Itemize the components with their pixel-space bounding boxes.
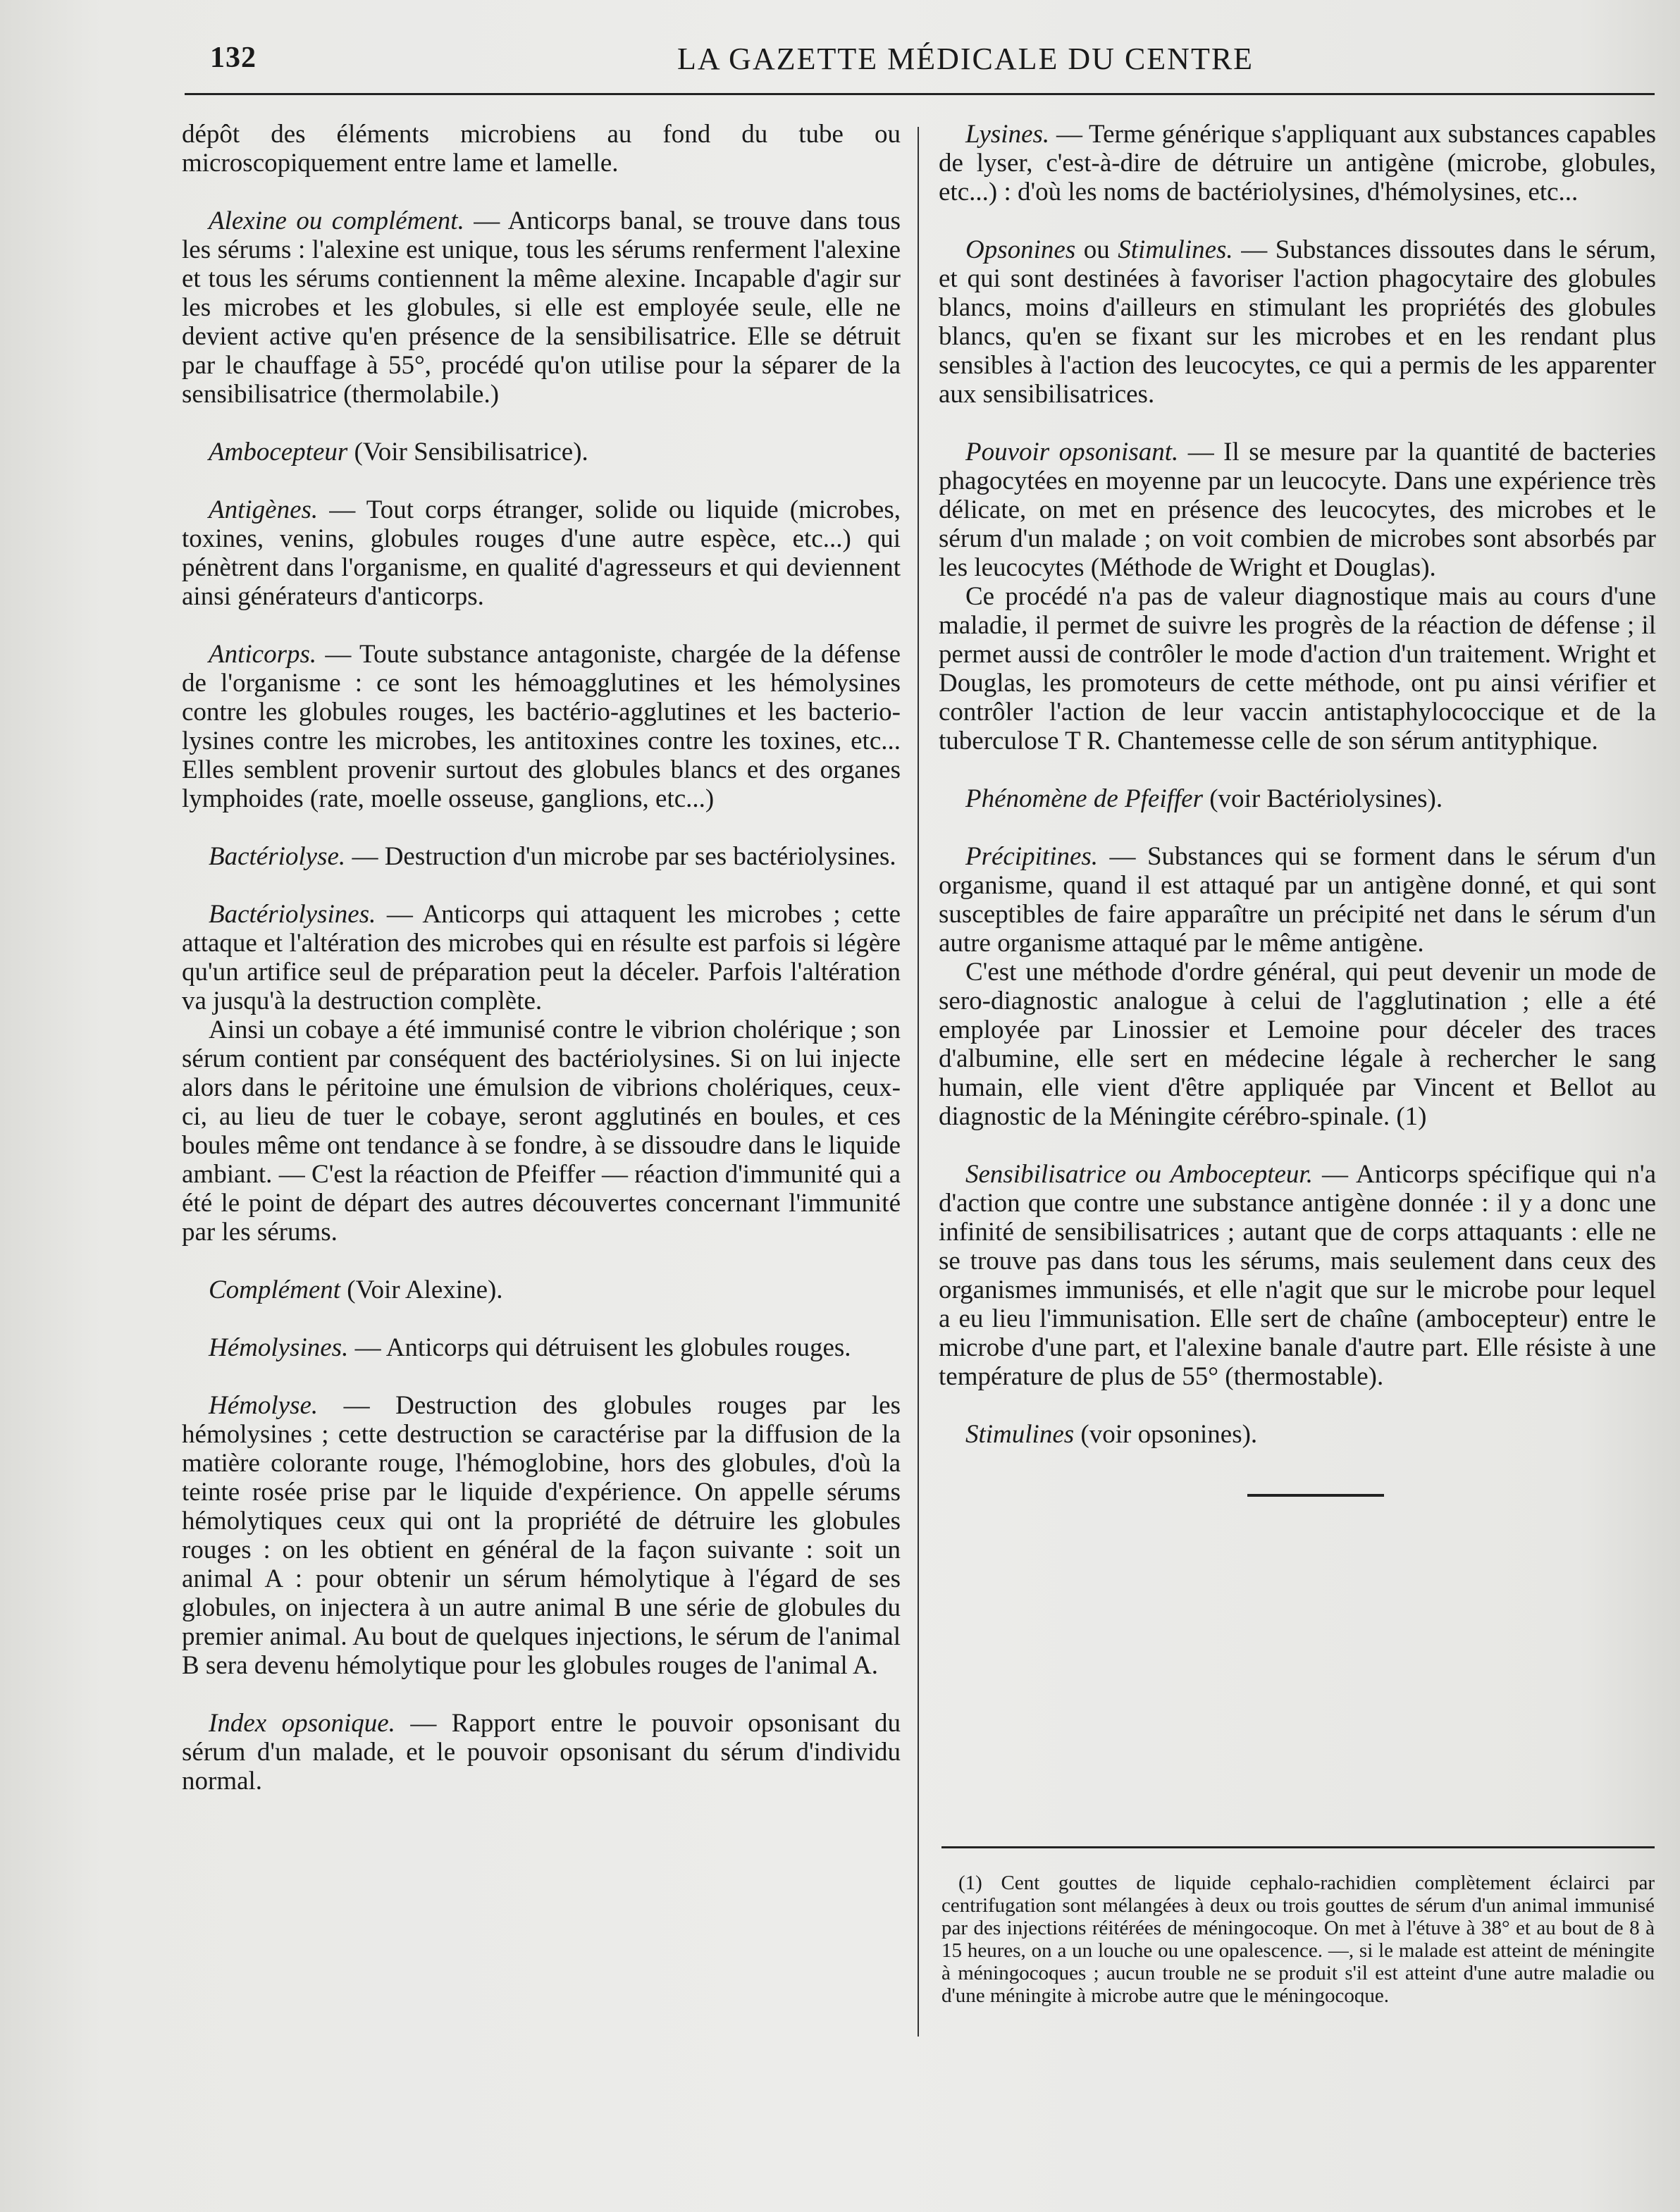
dash: — [1056, 120, 1082, 149]
entry-complement [182, 1275, 901, 1304]
term-ambocepteur: Ambocepteur [209, 438, 348, 467]
term-bacteriolyse: Bactériolyse. [209, 842, 346, 871]
dash: — [354, 1333, 381, 1362]
term-alexine: Alexine ou complément. [209, 206, 464, 235]
definition-stimulines: (voir opsonines). [1080, 1420, 1258, 1449]
term-stimulines-alt: Stimulines. [1118, 235, 1233, 264]
section-end-rule [1247, 1494, 1384, 1497]
entry-index-opsonique [182, 1709, 901, 1796]
left-column [182, 120, 901, 1824]
right-column [939, 120, 1656, 1497]
entry-ambocepteur [182, 438, 901, 467]
entry-pouvoir-opsonisant [939, 438, 1656, 755]
page-header [190, 41, 1656, 83]
term-anticorps: Anticorps. [209, 640, 317, 669]
definition-sensibilisatrice: Anticorps spécifique qui n'a d'action que contre une substance antigène donnée : il y a donc une infinité de sensibilisatrices ; autant que de corps attaquants : elle ne se trouve pas dans tous les sérums, mais seulement dans ceux des organismes immunisés, et elle n'agit que sur le microbe pour lequel a eu lieu l'immunisation. Elle sert de chaîne (ambocepteur) entre le microbe d'une part, et l'alexine banale d'autre part. Elle résiste à une température de plus de 55° (thermostable). [939, 1160, 1657, 1391]
definition-antigenes: Tout corps étranger, solide ou liquide (microbes, toxines, venins, globules rouges d'une autre espèce, etc...) qui pénètrent dans l'organisme, en qualité d'agresseurs et qui deviennent ainsi générateurs d'anticorps. [182, 495, 901, 611]
term-hemolyse: Hémolyse. [209, 1391, 319, 1420]
definition-opsonines: Substances dissoutes dans le sérum, et qui sont destinées à favoriser l'action phagocytaire des globules blancs, moins d'ailleurs en stimulant les propriétés des globules blancs, qu'en se fixant sur les microbes et en les rendant plus sensibles à l'action des leucocytes, ce qui a permis de les apparenter aux sensibilisatrices. [939, 235, 1657, 409]
definition-bacteriolysines-2: Ainsi un cobaye a été immunisé contre le vibrion cholérique ; son sérum contient par conséquent des bactériolysines. Si on lui injecte alors dans le péritoine une émulsion de vibrions cholériques, ceux-ci, au lieu de tuer le cobaye, seront agglutinés en boules, et ces boules même ont tendance à se fondre, à se dissoudre dans le liquide ambiant. — C'est la réaction de Pfeiffer — réaction d'immunité qui a été le point de départ des autres découvertes concernant l'immunité par les sérums. [182, 1015, 901, 1247]
entry-bacteriolyse [182, 842, 901, 871]
dash: — [386, 900, 413, 929]
footnote-text: (1) Cent gouttes de liquide cephalo-rachidien complètement éclairci par centrifugation sont mélangées à deux ou trois gouttes de sérum d'un animal immunisé par des injections réitérées de méningocoque. On met à l'étuve à 38° et au bout de 8 à 15 heures, on a un louche ou une opalescence. —, si le malade est atteint de méningite à méningocoques ; aucun trouble ne se produit s'il est atteint d'une autre maladie ou d'une méningite à microbe autre que le méningocoque. [941, 1872, 1655, 2007]
column-divider [918, 127, 919, 2037]
definition-ambocepteur: (Voir Sensibilisatrice). [354, 438, 588, 467]
entry-sensibilisatrice [939, 1160, 1656, 1391]
dash: — [1241, 235, 1268, 264]
entry-opsonines [939, 235, 1656, 409]
dash: — [1187, 438, 1214, 467]
term-sensibilisatrice: Sensibilisatrice ou Ambocepteur. [965, 1160, 1313, 1189]
dash: — [1322, 1160, 1349, 1189]
term-phenomene-pfeiffer: Phénomène de Pfeiffer [965, 784, 1203, 813]
term-hemolysines: Hémolysines. [209, 1333, 349, 1362]
definition-pouvoir-opsonisant-2: Ce procédé n'a pas de valeur diagnostique mais au cours d'une maladie, il permet de suivre les progrès de la réaction de défense ; il permet aussi de contrôler le mode d'action d'un traitement. Wright et Douglas, les promoteurs de cette méthode, ont pu ainsi vérifier et contrôler l'action de leur vaccin antistaphylococcique et de la tuberculose T R. Chantemesse celle de son sérum antityphique. [939, 582, 1656, 755]
entry-phenomene-pfeiffer [939, 784, 1656, 813]
term-precipitines: Précipitines. [965, 842, 1099, 871]
definition-hemolysines: Anticorps qui détruisent les globules rouges. [385, 1333, 851, 1362]
conjunction-ou: ou [1083, 235, 1110, 264]
dash: — [343, 1391, 370, 1420]
definition-precipitines: Substances qui se forment dans le sérum d'un organisme, quand il est attaqué par un antigène donné, et qui sont susceptibles de faire apparaître un précipité net dans le sérum d'un autre organisme attaqué par le même antigène. [939, 842, 1657, 958]
definition-complement: (Voir Alexine). [347, 1275, 503, 1304]
term-antigenes: Antigènes. [209, 495, 319, 524]
dash: — [474, 206, 500, 235]
entry-precipitines [939, 842, 1656, 1131]
continuation-text: dépôt des éléments microbiens au fond du tube ou microscopiquement entre lame et lamelle. [182, 120, 901, 178]
entry-lysines [939, 120, 1656, 206]
definition-index-opsonique: Rapport entre le pouvoir opsonisant du sérum d'un malade, et le pouvoir opsonisant du sérum d'individu normal. [182, 1709, 901, 1796]
definition-phenomene-pfeiffer: (voir Bactériolysines). [1209, 784, 1443, 813]
dash: — [325, 640, 352, 669]
definition-hemolyse: Destruction des globules rouges par les hémolysines ; cette destruction se caractérise par la diffusion de la matière colorante rouge, l'hémoglobine, hors des globules, d'où la teinte rosée prise par le liquide d'expérience. On appelle sérums hémolytiques ceux qui ont la propriété de détruire les globules rouges : on les obtient en général de la façon suivante : soit un animal A : pour obtenir un sérum hémolytique à l'égard de ses globules, on injectera à un autre animal B une série de globules du premier animal. Au bout de quelques injections, le sérum de l'animal B sera devenu hémolytique pour les globules rouges de l'animal A. [182, 1391, 901, 1680]
definition-pouvoir-opsonisant: Il se mesure par la quantité de bacteries phagocytées en moyenne par un leucocyte. Dans une expérience très délicate, on met en présence des leucocytes, des microbes et le sérum d'un malade ; on voit combien de microbes sont absorbés par les leucocytes (Méthode de Wright et Douglas). [939, 438, 1657, 582]
definition-bacteriolyse: Destruction d'un microbe par ses bactériolysines. [384, 842, 896, 871]
dash: — [329, 495, 356, 524]
definition-precipitines-2: C'est une méthode d'ordre général, qui peut devenir un mode de sero-diagnostic analogue à celui de l'agglutination ; elle a été employée par Linossier et Lemoine pour déceler des traces d'albumine, elle sert en médecine légale à rechercher le sang humain, elle vient d'être appliquée par Vincent et Bellot au diagnostic de la Méningite cérébro-spinale. (1) [939, 958, 1656, 1131]
definition-alexine: Anticorps banal, se trouve dans tous les sérums : l'alexine est unique, tous les sérums renferment l'alexine et tous les sérums contiennent la même alexine. Incapable d'agir sur les microbes et les globules, si elle est employée seule, elle ne devient active qu'en présence de la sensibilisatrice. Elle se détruit par le chauffage à 55°, procédé qu'on utilise pour la séparer de la sensibilisatrice (thermolabile.) [182, 206, 901, 409]
entry-alexine [182, 206, 901, 409]
term-opsonines: Opsonines [965, 235, 1076, 264]
entry-stimulines [939, 1420, 1656, 1449]
entry-antigenes [182, 495, 901, 611]
page-number: 132 [210, 42, 257, 74]
header-rule [185, 93, 1655, 95]
dash: — [352, 842, 378, 871]
term-lysines: Lysines. [965, 120, 1050, 149]
term-pouvoir-opsonisant: Pouvoir opsonisant. [965, 438, 1179, 467]
term-stimulines: Stimulines [965, 1420, 1075, 1449]
entry-hemolyse [182, 1391, 901, 1680]
definition-bacteriolysines: Anticorps qui attaquent les microbes ; cette attaque et l'altération des microbes qui en résulte est parfois si légère qu'un artifice seul de préparation peut la déceler. Parfois l'altération va jusqu'à la destruction complète. [182, 900, 901, 1015]
definition-anticorps: Toute substance antagoniste, chargée de la défense de l'organisme : ce sont les hémoagglutines et les hémolysines contre les globules rouges, les bactério-agglutines et les bacterio-lysines contre les microbes, les antitoxines contre les toxines, etc... Elles semblent provenir surtout des globules blancs et des organes lymphoides (rate, moelle osseuse, ganglions, etc...) [182, 640, 901, 813]
entry-continuation [182, 120, 901, 178]
term-index-opsonique: Index opsonique. [209, 1709, 395, 1738]
footnote [941, 1872, 1655, 2007]
dash: — [1109, 842, 1136, 871]
definition-lysines: Terme générique s'appliquant aux substances capables de lyser, c'est-à-dire de détruire un antigène (microbe, globules, etc...) : d'où les noms de bactériolysines, d'hémolysines, etc... [939, 120, 1657, 206]
entry-bacteriolysines [182, 900, 901, 1247]
entry-anticorps [182, 640, 901, 813]
dash: — [410, 1709, 437, 1738]
entry-hemolysines [182, 1333, 901, 1362]
term-complement: Complément [209, 1275, 341, 1304]
footnote-rule [941, 1846, 1655, 1848]
term-bacteriolysines: Bactériolysines. [209, 900, 376, 929]
running-title: LA GAZETTE MÉDICALE DU CENTRE [677, 42, 1254, 76]
